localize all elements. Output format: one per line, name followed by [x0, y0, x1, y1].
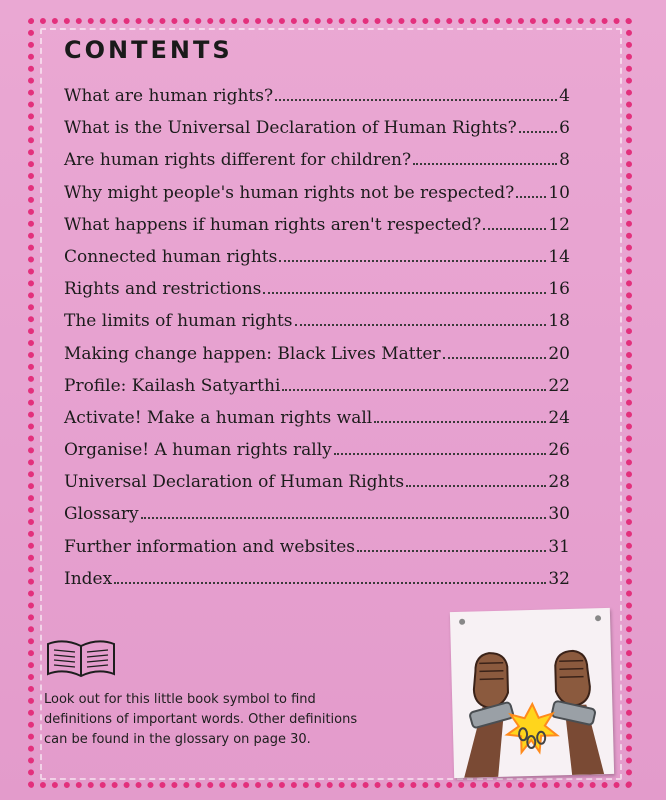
toc-leader-dots — [141, 517, 547, 519]
toc-leader-dots — [413, 163, 557, 165]
toc-leader-dots — [357, 550, 546, 552]
toc-leader-dots — [516, 196, 546, 198]
toc-entry-label: What are human rights? — [64, 86, 274, 106]
toc-entry-page: 28 — [548, 472, 570, 493]
toc-leader-dots — [263, 292, 546, 294]
toc-leader-dots — [295, 324, 547, 326]
toc-entry-label: Rights and restrictions — [64, 279, 262, 300]
toc-entry-label: Universal Declaration of Human Rights — [64, 472, 405, 493]
toc-entry-page: 16 — [548, 279, 570, 300]
toc-leader-dots — [279, 260, 546, 262]
page-title: CONTENTS — [64, 36, 233, 64]
toc-entry[interactable] — [64, 569, 570, 601]
toc-entry[interactable] — [64, 279, 570, 311]
toc-entry-label: Glossary — [64, 504, 139, 525]
pin-icon — [459, 619, 465, 625]
toc-entry[interactable] — [64, 472, 570, 504]
toc-leader-dots — [406, 485, 546, 487]
toc-entry[interactable] — [64, 440, 570, 472]
book-symbol-note: Look out for this little book symbol to find definitions of important words. Other definitions can be found in the glossary on page 30. — [44, 692, 358, 747]
toc-leader-dots — [334, 453, 547, 455]
toc-entry-label: What happens if human rights aren't respected? — [64, 214, 482, 235]
toc-leader-dots — [282, 389, 546, 391]
toc-entry-page: 18 — [548, 311, 570, 332]
toc-entry[interactable] — [64, 504, 570, 536]
toc-leader-dots — [114, 582, 546, 584]
toc-entry-page: 24 — [548, 407, 570, 428]
toc-entry[interactable] — [64, 344, 570, 376]
broken-handcuffs-illustration — [450, 608, 614, 778]
toc-entry-page: 14 — [548, 246, 570, 267]
toc-leader-dots — [275, 99, 557, 101]
toc-entry-label: Organise! A human rights rally — [64, 440, 332, 461]
toc-entry-label: Profile: Kailash Satyarthi — [64, 375, 281, 396]
toc-entry-page: 22 — [548, 375, 570, 396]
toc-entry-label: Connected human rights — [64, 246, 278, 267]
toc-entry[interactable] — [64, 118, 570, 150]
toc-entry[interactable] — [64, 150, 570, 182]
toc-entry-page: 8 — [559, 150, 570, 171]
toc-entry[interactable] — [64, 376, 570, 408]
toc-entry-label: Index — [64, 568, 113, 589]
toc-entry[interactable] — [64, 215, 570, 247]
toc-entry[interactable] — [64, 86, 570, 118]
table-of-contents — [64, 86, 570, 601]
toc-entry-page: 4 — [559, 86, 570, 106]
toc-entry-label: What is the Universal Declaration of Human Rights? — [64, 118, 517, 139]
toc-entry-page: 20 — [548, 343, 570, 364]
toc-entry-page: 10 — [548, 182, 570, 203]
toc-entry-page: 12 — [548, 214, 570, 235]
toc-entry-page: 6 — [559, 118, 570, 139]
toc-entry-label: Further information and websites — [64, 536, 356, 557]
toc-entry-page: 32 — [548, 568, 570, 589]
toc-leader-dots — [483, 228, 546, 230]
toc-entry[interactable] — [64, 311, 570, 343]
toc-entry-label: Activate! Make a human rights wall — [64, 407, 373, 428]
toc-entry[interactable] — [64, 183, 570, 215]
toc-leader-dots — [374, 421, 546, 423]
toc-entry-page: 31 — [548, 536, 570, 557]
toc-entry-page: 26 — [548, 440, 570, 461]
toc-leader-dots — [519, 131, 557, 133]
toc-entry-label: Are human rights different for children? — [64, 150, 412, 171]
toc-entry[interactable] — [64, 247, 570, 279]
toc-entry-label: Why might people's human rights not be respected? — [64, 182, 515, 203]
toc-entry-label: Making change happen: Black Lives Matter — [64, 343, 441, 364]
pin-icon — [595, 615, 601, 621]
toc-entry-label: The limits of human rights — [64, 311, 293, 332]
toc-entry[interactable] — [64, 537, 570, 569]
open-book-icon — [44, 636, 118, 680]
toc-leader-dots — [443, 357, 547, 359]
toc-entry-page: 30 — [548, 504, 570, 525]
toc-entry[interactable] — [64, 408, 570, 440]
